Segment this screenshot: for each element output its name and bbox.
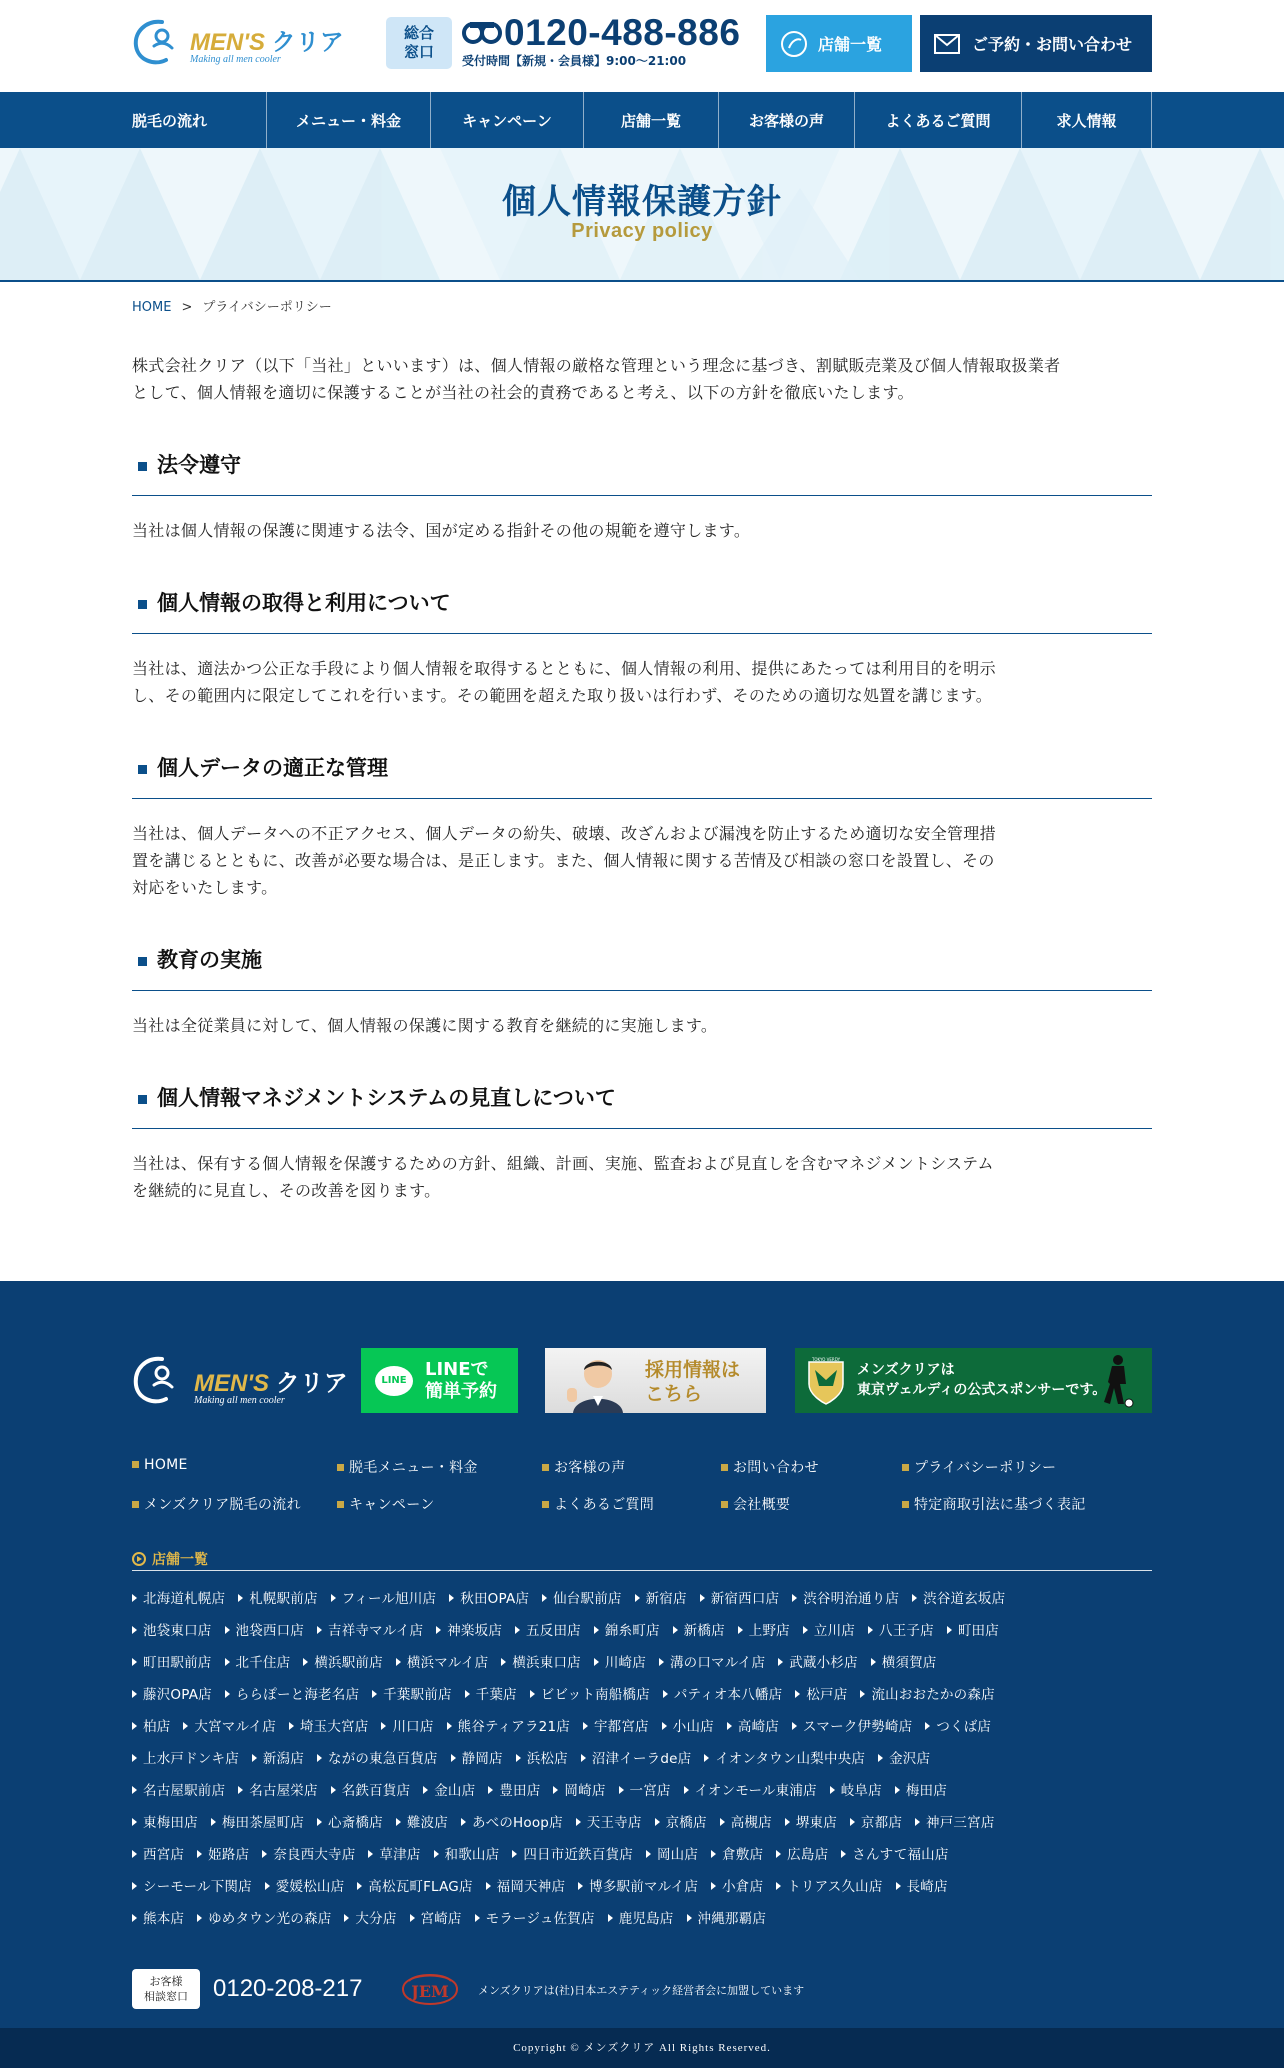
shop-row [132,1741,1172,1773]
footer-link-menu[interactable]: 脱毛メニュー・料金 [337,1457,478,1477]
shop-link[interactable]: パティオ本八幡店 [663,1683,783,1703]
shop-link[interactable]: 千葉駅前店 [372,1683,452,1703]
shop-link[interactable]: 奈良西大寺店 [262,1843,355,1863]
shop-link[interactable]: 仙台駅前店 [542,1587,622,1607]
shop-row [132,1805,1172,1837]
shop-link[interactable]: 福岡天神店 [486,1875,566,1895]
shop-link[interactable]: 金沢店 [878,1747,930,1767]
customer-consultation-badge: お客様 相談窓口 [132,1969,200,2009]
shop-link[interactable]: 大分店 [344,1907,396,1927]
footer-link-company[interactable]: 会社概要 [721,1494,790,1514]
bullet-square-icon [138,957,147,966]
section-heading: 個人情報の取得と利用について [132,585,1152,634]
shop-link[interactable]: 渋谷道玄坂店 [912,1587,1005,1607]
shop-link[interactable]: つくば店 [925,1715,991,1735]
shop-link[interactable]: 八王子店 [868,1619,934,1639]
freedial-icon [462,20,502,46]
bullet-square-icon [138,600,147,609]
shop-link[interactable]: イオンタウン山梨中央店 [704,1747,865,1767]
section-review [132,1080,1152,1204]
nav-item-shops[interactable]: 店舗一覧 [584,92,719,148]
shop-row [132,1677,1172,1709]
shop-row [132,1901,1172,1933]
global-nav [0,92,1284,148]
footer-link-voice[interactable]: お客様の声 [542,1457,626,1477]
shop-row [132,1837,1172,1869]
shop-link[interactable]: 横浜マルイ店 [396,1651,489,1671]
shop-link[interactable]: 川口店 [381,1715,433,1735]
bullet-square-icon [138,765,147,774]
shop-link[interactable]: 名古屋栄店 [238,1779,318,1799]
page-title: 個人情報保護方針 [502,182,782,222]
page-title-banner [0,148,1284,282]
shop-row [132,1773,1172,1805]
shop-link[interactable]: ゆめタウン光の森店 [197,1907,331,1927]
shop-link[interactable]: 流山おおたかの森店 [860,1683,994,1703]
shop-link[interactable]: 天王寺店 [576,1811,642,1831]
shop-link[interactable]: 渋谷明治通り店 [792,1587,899,1607]
shop-link[interactable]: 沼津イーラde店 [581,1747,691,1767]
verdy-crest-icon [805,1356,847,1406]
section-data-management [132,750,1152,901]
footer-link-privacy[interactable]: プライバシーポリシー [902,1457,1056,1477]
shop-link[interactable]: トリアス久山店 [776,1875,882,1895]
shop-link[interactable]: 神戸三宮店 [915,1811,995,1831]
shop-link[interactable]: 小倉店 [711,1875,763,1895]
shop-link[interactable]: 倉敷店 [711,1843,763,1863]
shop-link[interactable]: 名鉄百貨店 [331,1779,411,1799]
logo-mark-icon [132,1351,184,1411]
shop-link[interactable]: 熊本店 [132,1907,184,1927]
shop-row [132,1645,1172,1677]
nav-item-flow[interactable]: 脱毛の流れ [132,92,267,148]
nav-item-faq[interactable]: よくあるご質問 [855,92,1022,148]
general-contact-badge: 総合 窓口 [386,17,452,69]
shop-row [132,1613,1172,1645]
shop-link[interactable]: 金山店 [423,1779,475,1799]
shop-link[interactable]: 京都店 [850,1811,902,1831]
shops-list [132,1581,1172,1933]
shop-link[interactable]: 池袋東口店 [132,1619,212,1639]
shop-link[interactable]: 横須賀店 [871,1651,937,1671]
footer-link-campaign[interactable]: キャンペーン [337,1494,435,1514]
breadcrumb-separator: > [181,300,193,315]
shop-link[interactable]: 宮崎店 [410,1907,462,1927]
svg-text:JEM: JEM [411,1982,449,2001]
nav-item-menu-price[interactable]: メニュー・料金 [267,92,431,148]
shop-link[interactable]: 溝の口マルイ店 [659,1651,765,1671]
section-education [132,942,1152,1039]
shop-link[interactable]: 川崎店 [594,1651,646,1671]
section-body: 当社は、適法かつ公正な手段により個人情報を取得するとともに、個人情報の利用、提供にあたっては利用目的を明示 し、その範囲内に限定してこれを行います。その範囲を超えた取り扱いは行わず、そのための適切な処置を講じます。 [132,659,996,705]
footer-link-home[interactable]: HOME [132,1457,188,1473]
shop-link[interactable]: 横浜東口店 [501,1651,581,1671]
shop-link[interactable]: 難波店 [396,1811,448,1831]
shop-link[interactable]: モラージュ佐賀店 [475,1907,595,1927]
shop-link[interactable]: 立川店 [803,1619,855,1639]
shop-link[interactable]: 博多駅前マルイ店 [578,1875,698,1895]
shop-link[interactable]: 熊谷ティアラ21店 [447,1715,570,1735]
logo-brand: MEN'S クリア [190,29,344,56]
shop-link[interactable]: 梅田茶屋町店 [211,1811,304,1831]
nav-item-voice[interactable]: お客様の声 [719,92,855,148]
shop-link[interactable]: 岡崎店 [553,1779,605,1799]
shop-link[interactable]: 新宿西口店 [700,1587,780,1607]
shop-link[interactable]: 柏店 [132,1715,170,1735]
shop-link[interactable]: 横浜駅前店 [303,1651,383,1671]
shop-link[interactable]: 心斎橋店 [317,1811,383,1831]
shop-link[interactable]: 秋田OPA店 [449,1587,529,1607]
shop-link[interactable]: 新宿店 [635,1587,687,1607]
section-body: 当社は、保有する個人情報を保護するための方針、組織、計画、実施、監査および見直しを含むマネジメントシステム を継続的に見直し、その改善を図ります。 [132,1154,994,1200]
shop-link[interactable]: スマーク伊勢崎店 [792,1715,912,1735]
shops-list-title: 店舗一覧 [132,1549,1152,1571]
shop-link[interactable]: 北海道札幌店 [132,1587,225,1607]
breadcrumb [132,296,332,315]
mail-icon [934,34,960,54]
shop-link[interactable]: 新橋店 [673,1619,725,1639]
nav-item-recruit[interactable]: 求人情報 [1022,92,1152,148]
shop-link[interactable]: イオンモール東浦店 [684,1779,817,1799]
section-compliance [132,447,1152,544]
footer-link-tokusho[interactable]: 特定商取引法に基づく表記 [902,1494,1086,1514]
shop-link[interactable]: 高松瓦町FLAG店 [357,1875,472,1895]
shop-link[interactable]: 広島店 [776,1843,828,1863]
shop-link[interactable]: 静岡店 [451,1747,503,1767]
breadcrumb-home[interactable]: HOME [132,300,172,315]
logo-tagline: Making all men cooler [194,1395,285,1406]
shop-link[interactable]: 姫路店 [197,1843,249,1863]
footer-link-faq[interactable]: よくあるご質問 [542,1494,654,1514]
shop-link[interactable]: 高槻店 [720,1811,772,1831]
phone-number: 0120-488-886 [504,12,741,53]
shop-row [132,1709,1172,1741]
shop-row [132,1581,1172,1613]
shop-link[interactable]: 町田店 [947,1619,999,1639]
site-header [0,0,1284,92]
shop-link[interactable]: 上水戸ドンキ店 [132,1747,239,1767]
verdy-sponsor-banner[interactable]: TOKYO VERDY メンズクリアは 東京ヴェルディの公式スポンサーです。 [795,1348,1152,1413]
footer-link-contact[interactable]: お問い合わせ [721,1457,819,1477]
section-heading: 法令遵守 [132,447,1152,496]
shop-link[interactable]: 豊田店 [488,1779,540,1799]
shop-link[interactable]: 一宮店 [619,1779,671,1799]
shop-link[interactable]: 宇都宮店 [583,1715,649,1735]
nav-item-campaign[interactable]: キャンペーン [431,92,584,148]
line-booking-banner[interactable]: LINE LINEで 簡単予約 [361,1348,518,1413]
site-logo[interactable] [132,16,344,72]
association-emblem-icon [395,1961,465,2017]
shop-link[interactable]: 梅田店 [895,1779,947,1799]
section-heading: 個人情報マネジメントシステムの見直しについて [132,1080,1152,1129]
shop-link[interactable]: 藤沢OPA店 [132,1683,212,1703]
shop-link[interactable]: 岐阜店 [830,1779,882,1799]
shop-link[interactable]: 草津店 [368,1843,420,1863]
shop-link[interactable]: 堺東店 [785,1811,837,1831]
shop-link[interactable]: 吉祥寺マルイ店 [317,1619,423,1639]
section-heading: 教育の実施 [132,942,1152,991]
shop-link[interactable]: 四日市近鉄百貨店 [512,1843,633,1863]
shop-link[interactable]: 大宮マルイ店 [183,1715,276,1735]
site-footer [0,1281,1284,2028]
main-content [132,352,1152,1204]
copyright: Copyright © メンズクリア All Rights Reserved. [0,2028,1284,2068]
shop-link[interactable]: 小山店 [662,1715,714,1735]
shop-link[interactable]: 北千住店 [225,1651,291,1671]
shop-link[interactable]: 東梅田店 [132,1811,198,1831]
logo-brand: MEN'S クリア [194,1370,348,1397]
shop-link[interactable]: あべのHoop店 [461,1811,563,1831]
shop-link[interactable]: 埼玉大宮店 [289,1715,369,1735]
line-icon: LINE [375,1366,413,1396]
store-logo-icon [780,30,808,58]
shop-row [132,1869,1172,1901]
bullet-square-icon [138,462,147,471]
shop-link[interactable]: 浜松店 [516,1747,568,1767]
footer-link-flow[interactable]: メンズクリア脱毛の流れ [132,1494,301,1514]
recruit-banner[interactable]: 採用情報は こちら [545,1348,766,1413]
contact-button[interactable]: ご予約・お問い合わせ [920,15,1152,72]
shop-link[interactable]: 沖縄那覇店 [687,1907,767,1927]
section-body: 当社は個人情報の保護に関連する法令、国が定める指針その他の規範を遵守します。 [132,521,751,540]
breadcrumb-current: プライバシーポリシー [202,300,332,315]
shop-link[interactable]: 武蔵小杉店 [778,1651,858,1671]
shop-link[interactable]: 錦糸町店 [594,1619,660,1639]
shop-link[interactable]: ながの東急百貨店 [317,1747,438,1767]
section-body: 当社は、個人データへの不正アクセス、個人データの紛失、破壊、改ざんおよび漏洩を防止するため適切な安全管理措 置を講じるとともに、改善が必要な場合は、是正します。また、個人情報に関する苦情及び相談の窓口を設置し、その 対応をいたします。 [132,824,996,897]
association-member-note: メンズクリアは(社)日本エステティック経営者会に加盟しています [478,1984,805,1997]
shop-link[interactable]: ららぽーと海老名店 [225,1683,359,1703]
shop-link[interactable]: シーモール下関店 [132,1875,252,1895]
footer-phone-number[interactable]: 0120-208-217 [213,1975,363,2002]
shop-link[interactable]: 愛媛松山店 [265,1875,345,1895]
footer-logo[interactable] [132,1351,348,1411]
shop-link[interactable]: 和歌山店 [434,1843,500,1863]
shop-link[interactable]: 千葉店 [465,1683,517,1703]
svg-text:TOKYO VERDY: TOKYO VERDY [811,1357,841,1362]
play-circle-icon [132,1552,146,1566]
business-hours: 受付時間【新規・会員様】9:00〜21:00 [462,54,687,68]
shop-link[interactable]: 池袋西口店 [225,1619,305,1639]
shop-link[interactable]: 五反田店 [515,1619,581,1639]
section-heading: 個人データの適正な管理 [132,750,1152,799]
intro-paragraph: 株式会社クリア（以下「当社」といいます）は、個人情報の厳格な管理という理念に基づき、割賦販売業及び個人情報取扱業者 として、個人情報を適切に保護することが当社の社会的責務であると考え、以下の方針を徹底いたします。 [132,356,1061,402]
logo-tagline: Making all men cooler [190,54,281,65]
logo-mark-icon [132,16,184,70]
shop-link[interactable]: 岡山店 [646,1843,698,1863]
shop-link[interactable]: 札幌駅前店 [238,1587,318,1607]
soccer-player-icon [1100,1354,1134,1408]
section-acquisition [132,585,1152,709]
shop-link[interactable]: 西宮店 [132,1843,184,1863]
page-subtitle: Privacy policy [571,220,713,242]
shops-button[interactable]: 店舗一覧 [766,15,912,72]
shop-link[interactable]: 上野店 [738,1619,790,1639]
shop-link[interactable]: さんすて福山店 [841,1843,948,1863]
shop-link[interactable]: 長崎店 [896,1875,948,1895]
shop-link[interactable]: 新潟店 [252,1747,304,1767]
footer-links [132,1457,1152,1537]
bullet-square-icon [138,1095,147,1104]
header-phone[interactable] [462,12,762,72]
staff-photo-icon [563,1354,633,1413]
shop-link[interactable]: 名古屋駅前店 [132,1779,225,1799]
shop-link[interactable]: 京橋店 [655,1811,707,1831]
shop-link[interactable]: 鹿児島店 [608,1907,674,1927]
section-body: 当社は全従業員に対して、個人情報の保護に関する教育を継続的に実施します。 [132,1016,718,1035]
shop-link[interactable]: 町田駅前店 [132,1651,212,1671]
shop-link[interactable]: ビビット南船橋店 [530,1683,650,1703]
shop-link[interactable]: フィール旭川店 [331,1587,437,1607]
shop-link[interactable]: 松戸店 [795,1683,847,1703]
shop-link[interactable]: 高崎店 [727,1715,779,1735]
shop-link[interactable]: 神楽坂店 [436,1619,502,1639]
